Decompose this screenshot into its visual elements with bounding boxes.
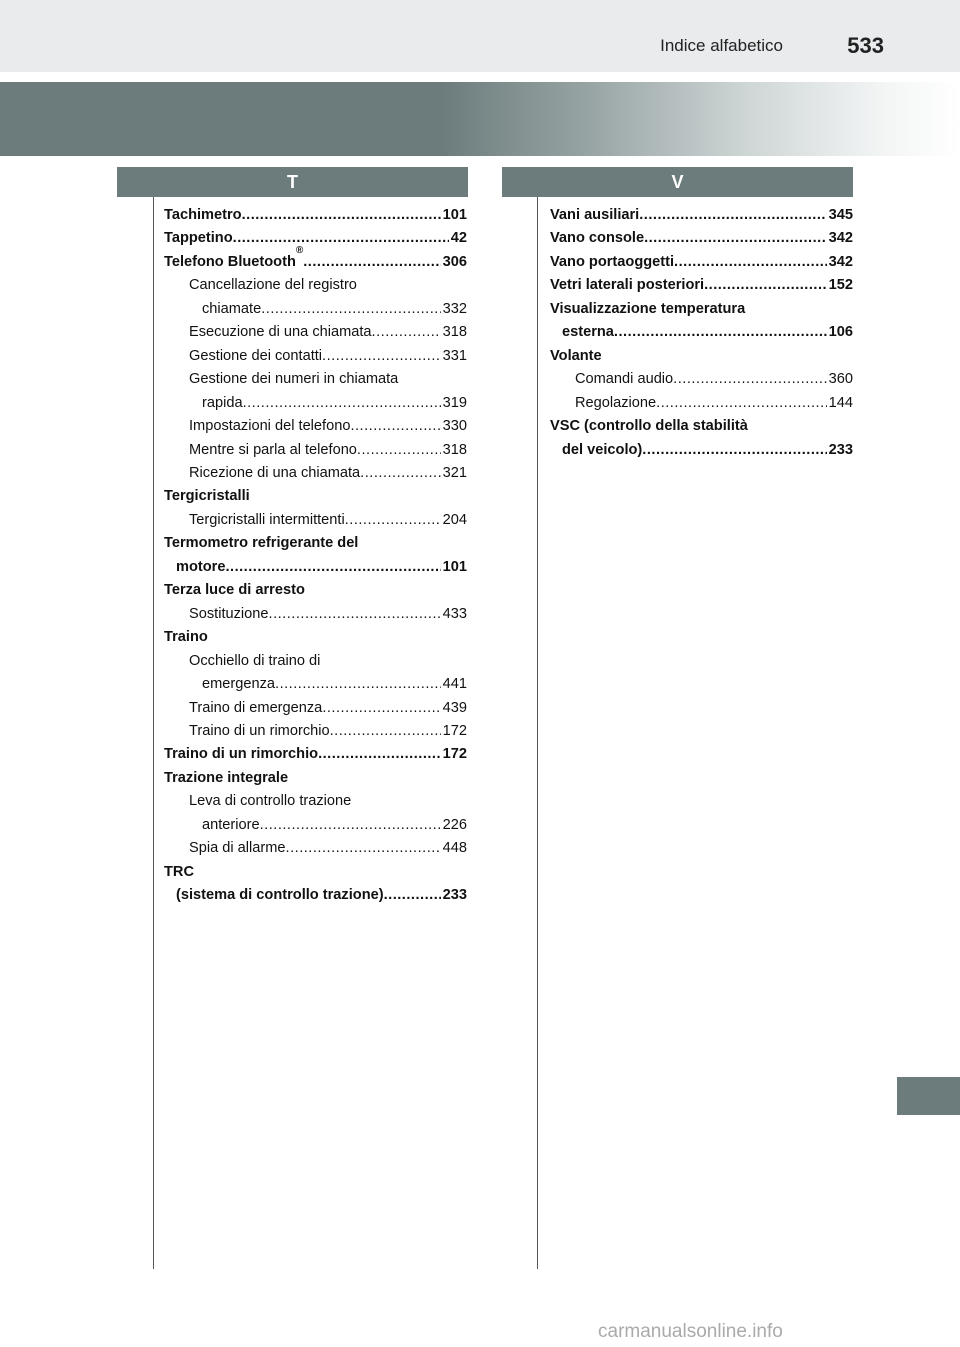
page-reference: 233 [442,887,467,904]
dot-leader [243,392,441,415]
dot-leader [372,321,441,344]
entry-text: Traino di emergenza [189,699,323,716]
entry-text: motore [176,558,226,575]
dot-leader [322,345,441,368]
entry-text: Ricezione di una chiamata [189,464,361,481]
dot-leader [269,603,441,626]
index-column-v [550,204,853,462]
entry-line [164,227,467,250]
entry-line [189,697,467,720]
letter-header-v: V [502,167,853,197]
dot-leader [225,556,440,579]
entry-continuation [164,556,467,579]
entry-line [164,579,467,602]
entry-text: Tappetino [164,230,233,247]
dot-leader [242,204,441,227]
dot-leader [639,204,826,227]
page-reference: 306 [442,253,467,270]
entry-line [550,251,853,274]
index-entry [164,837,467,860]
index-entry [550,298,853,345]
entry-text: Vani ausiliari [550,207,640,223]
index-entry [164,204,467,227]
index-entry [164,321,467,344]
entry-text: Spia di allarme [189,840,286,857]
entry-text: Tachimetro [164,207,242,223]
dot-leader [673,368,826,391]
index-entry [164,697,467,720]
page-reference: 233 [828,441,853,458]
entry-text: Vetri laterali posteriori [550,277,705,294]
dot-leader [644,227,827,250]
letter-header-t: T [117,167,468,197]
index-entry [164,603,467,626]
dot-leader [260,814,441,837]
index-entry [164,462,467,485]
entry-text: Visualizzazione temperatura [550,300,746,317]
page-reference: 101 [442,207,467,223]
entry-text: Vano portaoggetti [550,253,675,270]
section-title: Indice alfabetico [660,36,783,55]
entry-line [164,485,467,508]
page-reference: 448 [442,840,467,857]
entry-continuation [550,439,853,462]
index-entry [164,743,467,766]
entry-text: Impostazioni del telefono [189,418,351,435]
entry-text: Tergicristalli intermittenti [189,511,345,528]
page-number: 533 [847,33,884,58]
entry-text: Cancellazione del registro [189,277,357,294]
dot-leader [261,298,440,321]
entry-line [189,650,467,673]
index-entry [164,439,467,462]
entry-line [550,415,853,438]
entry-line [164,743,467,766]
watermark: carmanualsonline.info [598,1321,783,1342]
entry-line [575,392,853,415]
page-reference: 204 [442,511,467,528]
entry-text: chiamate [202,300,262,317]
entry-line [575,368,853,391]
page-reference: 345 [828,207,853,223]
header-band [0,0,960,72]
entry-text: VSC (controllo della stabilità [550,418,748,435]
column-rule-v [537,197,538,1269]
index-entry [164,650,467,697]
page-reference: 331 [442,347,467,364]
page-reference: 106 [828,324,853,341]
dot-leader [350,415,440,438]
dot-leader [303,251,440,274]
entry-text: Mentre si parla al telefono [189,441,357,458]
page-reference: 439 [442,699,467,716]
entry-line [550,298,853,321]
index-entry [164,767,467,790]
entry-text: Trazione integrale [164,769,289,786]
page-reference: 144 [828,394,853,411]
index-entry [164,626,467,649]
entry-text: Traino di un rimorchio [164,746,319,763]
entry-line [189,462,467,485]
entry-text: emergenza [202,676,276,693]
dot-leader [360,462,440,485]
entry-line [189,345,467,368]
index-entry [550,251,853,274]
dot-leader [275,673,441,696]
page-reference: 441 [442,676,467,693]
entry-line [164,244,467,274]
dot-leader [674,251,827,274]
index-entry [164,274,467,321]
entry-text: Vano console [550,230,645,247]
index-entry [550,368,853,391]
index-entry [164,509,467,532]
entry-text: Traino [164,629,208,646]
entry-text: rapida [202,394,243,411]
page-reference: 172 [442,746,467,763]
index-entry [164,532,467,579]
page-reference: 101 [442,558,467,575]
index-entry [164,368,467,415]
entry-text: Traino di un rimorchio [189,722,330,739]
index-entry [550,392,853,415]
entry-line [189,274,467,297]
entry-text: (sistema di controllo trazione) [176,887,384,904]
entry-line [189,837,467,860]
dot-leader [345,509,441,532]
index-entry [164,861,467,908]
dot-leader [384,884,441,907]
dot-leader [322,697,440,720]
entry-text: Tergicristalli [164,488,250,505]
page-reference: 172 [442,722,467,739]
entry-text: Esecuzione di una chiamata [189,324,372,341]
entry-line [550,274,853,297]
dot-leader [704,274,827,297]
entry-continuation [189,673,467,696]
entry-continuation [189,392,467,415]
entry-text: Volante [550,347,602,364]
page-reference: 330 [442,418,467,435]
entry-line [550,345,853,368]
entry-line [164,767,467,790]
entry-continuation [189,298,467,321]
entry-continuation [550,321,853,344]
entry-text: Occhiello di traino di [189,652,321,669]
entry-text: Comandi audio [575,371,674,388]
entry-line [550,227,853,250]
entry-text: Leva di controllo trazione [189,793,352,810]
index-entry [550,227,853,250]
page-reference: 318 [442,324,467,341]
index-entry [164,485,467,508]
dot-leader [656,392,827,415]
entry-line [189,720,467,743]
entry-line [189,368,467,391]
index-entry [550,204,853,227]
index-entry [164,227,467,250]
entry-line [189,790,467,813]
entry-line [189,415,467,438]
page-reference: 332 [442,300,467,317]
entry-text: Telefono Bluetooth [164,253,296,270]
page-reference: 433 [442,605,467,622]
entry-continuation [164,884,467,907]
entry-line [164,532,467,555]
index-entry [164,415,467,438]
entry-text: Sostituzione [189,605,269,622]
index-entry [164,579,467,602]
entry-text: del veicolo) [562,441,643,458]
page-reference: 319 [442,394,467,411]
decorative-banner [0,82,960,156]
page-reference: 321 [442,464,467,481]
entry-text: Gestione dei numeri in chiamata [189,371,399,388]
entry-text: esterna [562,324,614,341]
entry-line [164,204,467,227]
index-column-t [164,204,467,908]
page-reference: 318 [442,441,467,458]
page-reference: 342 [828,230,853,247]
entry-continuation [189,814,467,837]
dot-leader [286,837,441,860]
index-entry [164,720,467,743]
page-reference: 226 [442,816,467,833]
entry-line [189,509,467,532]
entry-line [189,439,467,462]
entry-line [164,861,467,884]
index-entry [550,345,853,368]
registered-mark: ® [295,244,304,256]
entry-line [550,204,853,227]
entry-text: Termometro refrigerante del [164,535,359,552]
index-entry [550,274,853,297]
dot-leader [318,743,441,766]
dot-leader [330,720,441,743]
entry-text: anteriore [202,816,260,833]
index-entry [164,790,467,837]
thumb-index-tab [897,1077,960,1115]
entry-line [164,626,467,649]
entry-text: Regolazione [575,394,657,411]
column-rule-t [153,197,154,1269]
entry-text: TRC [164,863,194,880]
page-reference: 360 [828,371,853,388]
dot-leader [614,321,827,344]
page-reference: 42 [450,230,467,247]
dot-leader [357,439,441,462]
page-reference: 152 [828,277,853,294]
index-entry [164,244,467,274]
entry-line [189,321,467,344]
entry-text: Terza luce di arresto [164,582,305,599]
index-entry [550,415,853,462]
entry-text: Gestione dei contatti [189,347,323,364]
page-reference: 342 [828,253,853,270]
dot-leader [642,439,826,462]
dot-leader [233,227,449,250]
index-entry [164,345,467,368]
entry-line [189,603,467,626]
